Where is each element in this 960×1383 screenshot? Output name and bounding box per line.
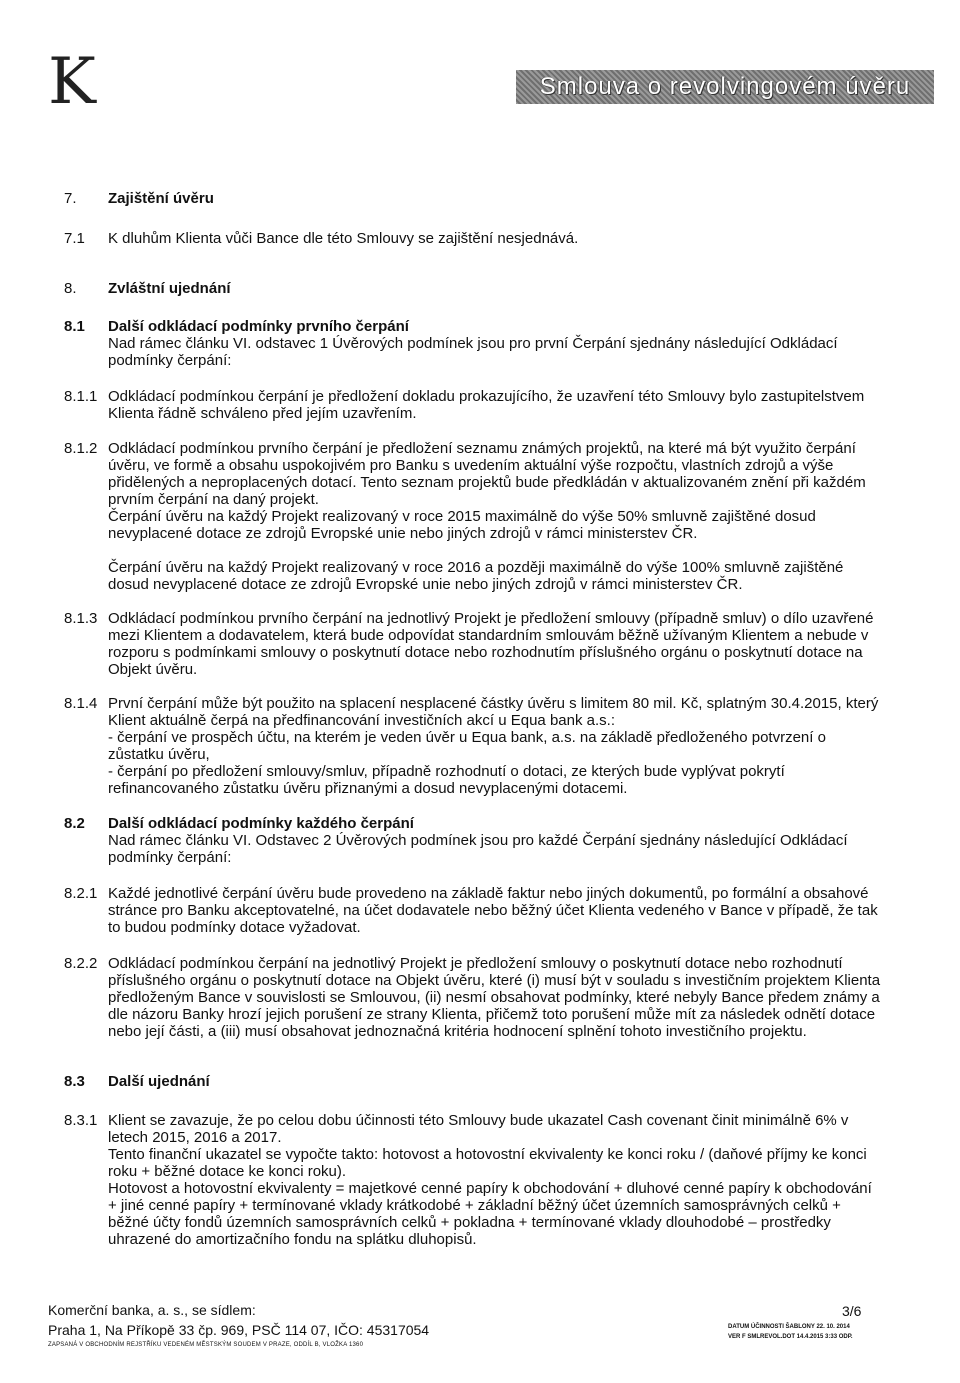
section-text: - čerpání po předložení smlouvy/smluv, případně rozhodnutí o dotaci, ze kterých bude vyplývat pokrytí refinancovaného zůstatku úvěru přiznanými a dosud nevyplacenými dotacemi. [108, 763, 785, 797]
section-text: První čerpání může být použito na splacení nesplacené částky úvěru s limitem 80 mil. Kč, splatným 30.4.2015, který Klient aktuálně čerpá na předfinancování investičních akcí u Equa bank a.s.: [108, 695, 879, 729]
kb-logo: K [48, 45, 94, 119]
section-text: Čerpání úvěru na každý Projekt realizovaný v roce 2016 a později maximálně do výše 100% smluvně zajištěné dosud nevyplacené dotace ze zdrojů Evropské unie nebo jiných zdrojů v rámci ministerstev ČR. [108, 559, 844, 593]
section-number: 8.1.3 [64, 610, 98, 627]
section-text: - čerpání ve prospěch účtu, na kterém je veden úvěr u Equa bank, a.s. na základě předloženého potvrzení o zůstatku úvěru, [108, 729, 826, 763]
section-number: 8.1.2 [64, 440, 98, 457]
section-number: 8.1.4 [64, 695, 98, 712]
section-text: Odkládací podmínkou čerpání na jednotlivý Projekt je předložení smlouvy o poskytnutí dotace nebo rozhodnutí příslušného orgánu o poskytnutí dotace na Objekt úvěru, které (i) musí být v souladu s investičním projektem Klienta předloženým Bance v souvislosti se Smlouvou, (ii) nesmí obsahovat podmínky, které nebyly Bance předem známy a dle názoru Banky hrozí jejich porušení ze strany Klienta, přičemž toto porušení může mít za následek odnětí dotace nebo její části, a (iii) musí obsahovat jednoznačná kritéria hodnocení splnění tohoto investičního projektu. [108, 955, 881, 1040]
section-text: Tento finanční ukazatel se vypočte takto: hotovost a hotovostní ekvivalenty ke konci roku / (daňové příjmy ke konci roku + běžné dotace ke konci roku). [108, 1146, 867, 1180]
footer-bank-info [48, 1300, 429, 1350]
bank-name: Komerční banka, a. s., se sídlem: [48, 1302, 256, 1318]
section-text: Odkládací podmínkou čerpání je předložení dokladu prokazujícího, že uzavření této Smlouvy bylo zastupitelstvem Klienta řádně schváleno před jejím uzavřením. [108, 388, 865, 422]
page-number: 3/6 [842, 1303, 862, 1319]
section-text: Klient se zavazuje, že po celou dobu účinnosti této Smlouvy bude ukazatel Cash covenant činit minimálně 6% v letech 2015, 2016 a 2017. [108, 1112, 849, 1146]
section-text: Odkládací podmínkou prvního čerpání na jednotlivý Projekt je předložení smlouvy (případně smluv) o dílo uzavřené mezi Klientem a dodavatelem, která bude odpovídat standardním smlouvám běžně užívaným Klientem a nebude v rozporu s podmínkami smlouvy o poskytnutí dotace nebo rozhodnutím příslušného orgánu o poskytnutí dotace na Objekt úvěru. [108, 610, 874, 678]
section-text: Každé jednotlivé čerpání úvěru bude provedeno na základě faktur nebo jiných dokumentů, po formální a obsahové stránce pro Banku akceptovatelné, na účet dodavatele nebo běžný účet Klienta vedeného v Bance v případě, že tak to budou podmínky dotace vyžadovat. [108, 885, 878, 936]
registry-note: ZAPSANÁ V OBCHODNÍM REJSTŘÍKU VEDENÉM MĚSTSKÝM SOUDEM V PRAZE, ODDÍL B, VLOŽKA 1360 [48, 1342, 364, 1348]
section-heading: Další odkládací podmínky prvního čerpání [108, 318, 409, 335]
section-heading: Zajištění úvěru [108, 190, 214, 207]
section-number: 8.1.1 [64, 388, 98, 405]
section-number: 8. [64, 280, 77, 297]
bank-address: Praha 1, Na Příkopě 33 čp. 969, PSČ 114 07, IČO: 45317054 [48, 1322, 430, 1338]
section-number: 8.1 [64, 318, 85, 335]
section-number: 8.3 [64, 1073, 85, 1090]
section-text: Nad rámec článku VI. odstavec 1 Úvěrových podmínek jsou pro první Čerpání sjednány následující Odkládací podmínky čerpání: [108, 335, 838, 369]
section-number: 7. [64, 190, 77, 207]
section-heading: Další odkládací podmínky každého čerpání [108, 815, 414, 832]
document-title-banner: Smlouva o revolvingovém úvěru [516, 70, 934, 104]
section-number: 8.3.1 [64, 1112, 98, 1129]
section-heading: Zvláštní ujednání [108, 280, 231, 297]
section-number: 8.2 [64, 815, 85, 832]
section-text: K dluhům Klienta vůči Bance dle této Smlouvy se zajištění nesjednává. [108, 230, 579, 247]
section-text: Čerpání úvěru na každý Projekt realizovaný v roce 2015 maximálně do výše 50% smluvně zajištěné dosud nevyplacené dotace ze zdrojů Evropské unie nebo jiných zdrojů v rámci ministerstev ČR. [108, 508, 816, 542]
section-text: Odkládací podmínkou prvního čerpání je předložení seznamu známých projektů, na které má být využito čerpání úvěru, ve formě a obsahu uspokojivém pro Banku s uvedením aktuální výše rozpočtu, vlastních zdrojů a výše přidělených a neproplacených dotací. Tento seznam projektů bude předkládán v aktualizovaném znění při každém prvním čerpání na daný projekt. [108, 440, 866, 508]
section-number: 7.1 [64, 230, 85, 247]
section-number: 8.2.1 [64, 885, 98, 902]
template-date: DATUM ÚČINNOSTI ŠABLONY 22. 10. 2014 [728, 1324, 850, 1330]
section-text: Nad rámec článku VI. Odstavec 2 Úvěrových podmínek jsou pro každé Čerpání sjednány následující Odkládací podmínky čerpání: [108, 832, 848, 866]
section-heading: Další ujednání [108, 1073, 210, 1090]
section-text: Hotovost a hotovostní ekvivalenty = majetkové cenné papíry k obchodování + dluhové cenné papíry k obchodování + jiné cenné papíry + termínované vklady krátkodobé + základní běžný účet územních samosprávných celků + běžné účty fondů územních samosprávních celků + pokladna + termínované vklady dlouhodobé – prostředky uhrazené do amortizačního fondu na splátku dluhopisů. [108, 1180, 872, 1248]
footer-template-info [728, 1322, 853, 1342]
template-version: VER F SMLREVOL.DOT 14.4.2015 3:33 ODP. [728, 1334, 853, 1340]
section-number: 8.2.2 [64, 955, 98, 972]
